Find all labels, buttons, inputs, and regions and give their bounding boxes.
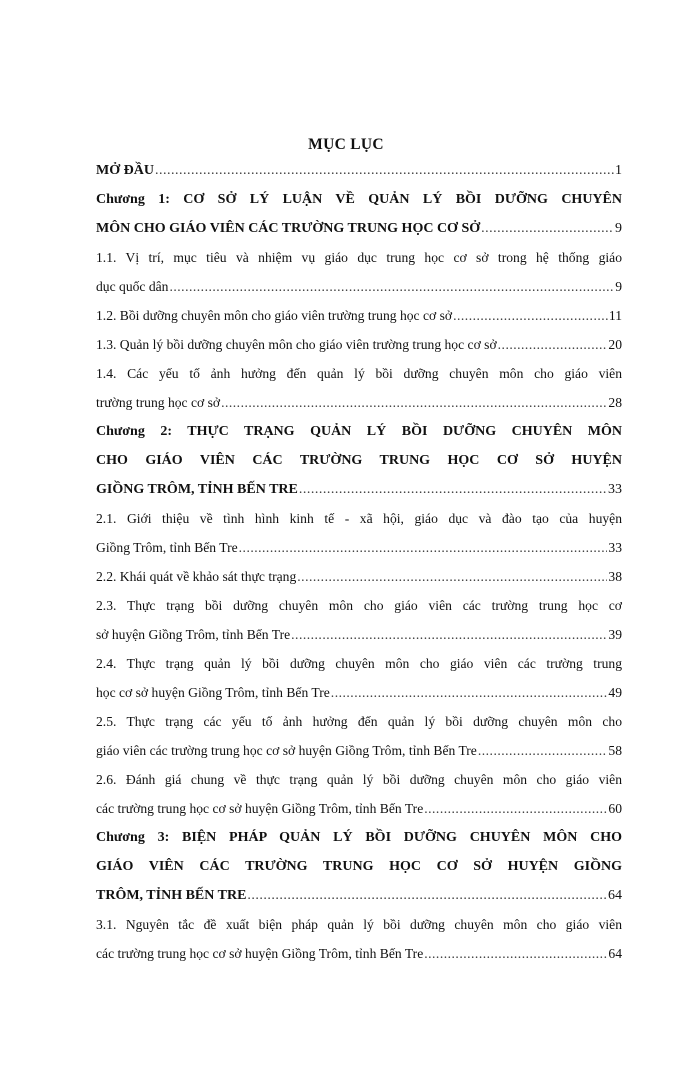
toc-entry-text-line: GIÁO VIÊN CÁC TRƯỜNG TRUNG HỌC CƠ SỞ HUYỆN GIỒNG (96, 859, 622, 874)
toc-entry (96, 649, 622, 707)
dot-leader (331, 678, 608, 707)
toc-entry-text-line: Chương 1: CƠ SỞ LÝ LUẬN VỀ QUẢN LÝ BỒI DƯỠNG CHUYÊN (96, 192, 622, 207)
toc-entry (96, 301, 622, 330)
toc-entry-text-line: CHO GIÁO VIÊN CÁC TRƯỜNG TRUNG HỌC CƠ SỞ HUYỆN (96, 453, 622, 468)
toc-entry (96, 910, 622, 968)
toc-page-number: 39 (608, 627, 622, 642)
dot-leader (299, 475, 607, 504)
toc-entry-text-line: 2.3. Thực trạng bồi dưỡng chuyên môn cho giáo viên các trường trung học cơ (96, 598, 622, 613)
toc-entry-last-line (96, 881, 622, 910)
toc-entry (96, 330, 622, 359)
toc-entry-last-line (96, 475, 622, 504)
toc-entry-text-line: 1.1. Vị trí, mục tiêu và nhiệm vụ giáo dục trung học cơ sở trong hệ thống giáo (96, 250, 622, 265)
toc-page-number: 28 (608, 395, 622, 410)
toc-entry (96, 765, 622, 823)
toc-entry (96, 504, 622, 562)
toc-entry-text-line: 3.1. Nguyên tắc đề xuất biện pháp quản lý bồi dưỡng chuyên môn cho giáo viên (96, 917, 622, 932)
toc-entry-last-line (96, 214, 622, 243)
toc-entry-label: dục quốc dân (96, 279, 169, 294)
dot-leader (424, 939, 607, 968)
toc-entry-text-line: Chương 3: BIỆN PHÁP QUẢN LÝ BỒI DƯỠNG CHUYÊN MÔN CHO (96, 830, 622, 845)
toc-entry-label: trường trung học cơ sở (96, 395, 221, 410)
toc-entry (96, 156, 622, 185)
toc-page-number: 49 (608, 685, 622, 700)
toc-entry (96, 591, 622, 649)
toc-page-number: 33 (608, 540, 622, 555)
toc-entry-label: 1.2. Bồi dưỡng chuyên môn cho giáo viên trường trung học cơ sở (96, 308, 453, 323)
dot-leader (247, 881, 607, 910)
toc-entry-last-line (96, 301, 622, 330)
toc-entry-text-line: 2.1. Giới thiệu về tình hình kinh tế - xã hội, giáo dục và đào tạo của huyện (96, 511, 622, 526)
toc-entry-text-line: 2.6. Đánh giá chung về thực trạng quản lý bồi dưỡng chuyên môn cho giáo viên (96, 772, 622, 787)
toc-page-number: 38 (608, 569, 622, 584)
toc-page-number: 20 (608, 337, 622, 352)
toc-page-number: 64 (608, 888, 622, 903)
toc-entry-last-line (96, 794, 622, 823)
toc-entry (96, 707, 622, 765)
toc-entry (96, 562, 622, 591)
dot-leader (297, 562, 607, 591)
toc-entry-last-line (96, 272, 622, 301)
toc-entry-label: 1.3. Quản lý bồi dưỡng chuyên môn cho giáo viên trường trung học cơ sở (96, 337, 497, 352)
dot-leader (239, 533, 608, 562)
toc-entry-label: TRÔM, TỈNH BẾN TRE (96, 888, 247, 903)
toc-entry (96, 823, 622, 910)
toc-entry (96, 417, 622, 504)
toc-entry-label: các trường trung học cơ sở huyện Giồng Trôm, tỉnh Bến Tre (96, 801, 424, 816)
toc-entry-label: 2.2. Khái quát về khảo sát thực trạng (96, 569, 297, 584)
toc-entry-label: Giồng Trôm, tỉnh Bến Tre (96, 540, 238, 555)
toc-entry-last-line (96, 939, 622, 968)
dot-leader (478, 736, 608, 765)
toc-entry-label: MÔN CHO GIÁO VIÊN CÁC TRƯỜNG TRUNG HỌC CƠ SỞ (96, 221, 481, 236)
toc-entry-label: GIỒNG TRÔM, TỈNH BẾN TRE (96, 482, 298, 497)
toc-entry-text-line: Chương 2: THỰC TRẠNG QUẢN LÝ BỒI DƯỠNG CHUYÊN MÔN (96, 424, 622, 439)
toc-entry-last-line (96, 620, 622, 649)
toc-entry-last-line (96, 562, 622, 591)
toc-entry (96, 359, 622, 417)
toc-entry (96, 243, 622, 301)
toc-list (96, 156, 622, 968)
toc-entry-last-line (96, 156, 622, 185)
toc-entry-label: sở huyện Giồng Trôm, tỉnh Bến Tre (96, 627, 291, 642)
toc-entry (96, 185, 622, 243)
toc-entry-label: MỞ ĐẦU (96, 163, 154, 178)
toc-page-number: 33 (608, 482, 622, 497)
toc-page-number: 58 (608, 743, 622, 758)
toc-entry-last-line (96, 330, 622, 359)
dot-leader (169, 272, 614, 301)
toc-entry-text-line: 2.5. Thực trạng các yếu tố ảnh hưởng đến quản lý bồi dưỡng chuyên môn cho (96, 714, 622, 729)
toc-page-number: 64 (608, 946, 622, 961)
dot-leader (155, 156, 614, 185)
toc-entry-label: giáo viên các trường trung học cơ sở huyện Giồng Trôm, tỉnh Bến Tre (96, 743, 477, 758)
dot-leader (481, 214, 614, 243)
toc-entry-last-line (96, 533, 622, 562)
toc-page-number: 1 (615, 163, 622, 178)
toc-entry-last-line (96, 678, 622, 707)
toc-entry-text-line: 2.4. Thực trạng quản lý bồi dưỡng chuyên môn cho giáo viên các trường trung (96, 656, 622, 671)
toc-title: MỤC LỤC (308, 136, 384, 153)
toc-entry-last-line (96, 736, 622, 765)
toc-page-number: 60 (608, 801, 622, 816)
toc-entry-last-line (96, 388, 622, 417)
dot-leader (424, 794, 607, 823)
dot-leader (498, 330, 608, 359)
toc-page-number: 9 (615, 279, 622, 294)
dot-leader (453, 301, 608, 330)
toc-entry-label: học cơ sở huyện Giồng Trôm, tỉnh Bến Tre (96, 685, 330, 700)
toc-page-number: 11 (608, 308, 622, 323)
dot-leader (221, 388, 607, 417)
toc-page-number: 9 (615, 221, 622, 236)
toc-entry-label: các trường trung học cơ sở huyện Giồng Trôm, tỉnh Bến Tre (96, 946, 424, 961)
toc-entry-text-line: 1.4. Các yếu tố ảnh hưởng đến quản lý bồi dưỡng chuyên môn cho giáo viên (96, 366, 622, 381)
dot-leader (291, 620, 607, 649)
